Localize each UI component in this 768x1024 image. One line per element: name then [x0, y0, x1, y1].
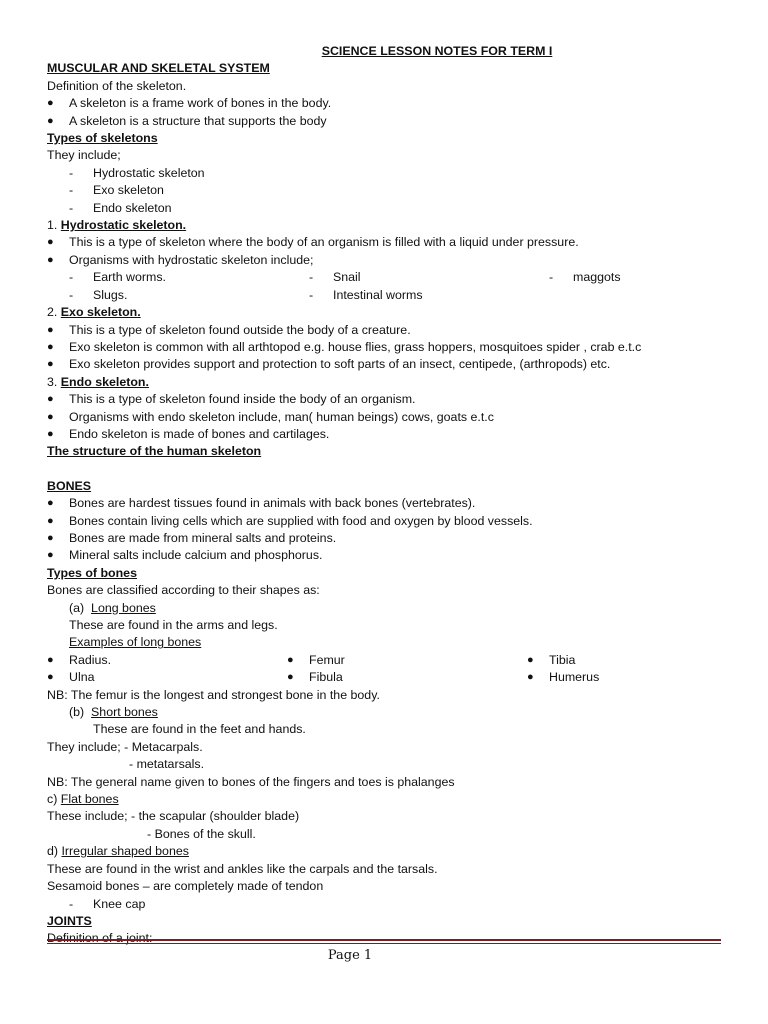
bullet-icon: ● [47, 323, 54, 336]
section-heading: 3. Endo skeleton. [47, 374, 149, 389]
bullet-icon: ● [527, 671, 534, 684]
dash-item: - Intestinal worms [309, 287, 549, 304]
subheading: (a) Long bones [69, 600, 156, 615]
spacer [47, 461, 727, 478]
paragraph: Bones are classified according to their shapes as: [47, 583, 320, 598]
bullet-item: ● Organisms with hydrostatic skeleton include; [47, 252, 727, 269]
footer-rule [47, 939, 721, 944]
bullet-icon: ● [47, 253, 54, 266]
note: NB: The general name given to bones of the fingers and toes is phalanges [47, 774, 455, 789]
bullet-icon: ● [47, 497, 54, 510]
dash-icon: - [69, 896, 74, 911]
bullet-icon: ● [527, 653, 534, 666]
bullet-item: ● Radius. [47, 652, 287, 669]
bullet-icon: ● [47, 97, 54, 110]
examples-row [47, 652, 727, 669]
bullet-item: ● Bones are made from mineral salts and proteins. [47, 530, 727, 547]
dash-item: - Hydrostatic skeleton [47, 165, 727, 182]
paragraph: These are found in the arms and legs. [69, 618, 278, 632]
subheading: c) Flat bones [47, 792, 119, 807]
paragraph: These are found in the wrist and ankles like the carpals and the tarsals. [47, 861, 438, 876]
bullet-icon: ● [47, 358, 54, 371]
bullet-item: ● Exo skeleton provides support and protection to soft parts of an insect, centipede, (arthropods) etc. [47, 356, 727, 373]
subheading: Examples of long bones [69, 635, 202, 650]
bullet-item: ● This is a type of skeleton where the body of an organism is filled with a liquid under pressure. [47, 234, 727, 251]
bullet-item: ● Organisms with endo skeleton include, man( human beings) cows, goats e.t.c [47, 409, 727, 426]
bullet-icon: ● [47, 236, 54, 249]
page-number: Page 1 [327, 948, 373, 963]
bullet-item: ● A skeleton is a structure that supports the body [47, 113, 727, 130]
bullet-icon: ● [287, 653, 294, 666]
section-heading: JOINTS [47, 913, 92, 928]
examples-row [47, 269, 727, 286]
bullet-item: ● Fibula [287, 669, 527, 686]
dash-item: - maggots [549, 269, 621, 286]
dash-icon: - [69, 287, 74, 302]
section-heading: The structure of the human skeleton [47, 444, 262, 459]
dash-item: - Endo skeleton [47, 200, 727, 217]
bullet-item: ● This is a type of skeleton found inside the body of an organism. [47, 391, 727, 408]
paragraph: Sesamoid bones – are completely made of tendon [47, 879, 324, 894]
dash-item: - Earth worms. [69, 269, 309, 286]
dash-icon: - [69, 165, 74, 180]
bullet-icon: ● [47, 410, 54, 423]
section-heading: 1. Hydrostatic skeleton. [47, 218, 187, 233]
paragraph: - metatarsals. [129, 757, 205, 772]
note: NB: The femur is the longest and strongest bone in the body. [47, 687, 380, 702]
bullet-item: ● Exo skeleton is common with all arthtopod e.g. house flies, grass hoppers, mosquitoes spider , crab e.t.c [47, 339, 727, 356]
bullet-item: ● Ulna [47, 669, 287, 686]
bullet-icon: ● [47, 340, 54, 353]
bullet-item: ● Tibia [527, 652, 575, 669]
subheading: (b) Short bones [69, 705, 158, 720]
section-heading: Types of bones [47, 565, 137, 580]
section-heading: BONES [47, 478, 92, 493]
section-heading: Types of skeletons [47, 131, 158, 146]
page-title: SCIENCE LESSON NOTES FOR TERM I [321, 44, 553, 58]
dash-icon: - [69, 183, 74, 198]
bullet-icon: ● [47, 549, 54, 562]
bullet-item: ● Femur [287, 652, 527, 669]
bullet-icon: ● [47, 114, 54, 127]
section-heading: MUSCULAR AND SKELETAL SYSTEM [47, 61, 270, 76]
paragraph: Definition of a joint: [47, 931, 153, 946]
subheading: d) Irregular shaped bones [47, 844, 189, 859]
paragraph: These include; - the scapular (shoulder blade) [47, 809, 300, 824]
bullet-item: ● Bones contain living cells which are supplied with food and oxygen by blood vessels. [47, 513, 727, 530]
paragraph: They include; - Metacarpals. [47, 739, 203, 754]
dash-icon: - [549, 270, 554, 285]
bullet-icon: ● [47, 531, 54, 544]
bullet-icon: ● [47, 393, 54, 406]
section-heading: 2. Exo skeleton. [47, 305, 141, 320]
bullet-icon: ● [47, 671, 54, 684]
dash-icon: - [309, 270, 314, 285]
paragraph: Definition of the skeleton. [47, 78, 187, 93]
examples-row [47, 287, 727, 304]
bullet-icon: ● [287, 671, 294, 684]
dash-icon: - [69, 200, 74, 215]
bullet-icon: ● [47, 427, 54, 440]
bullet-icon: ● [47, 514, 54, 527]
bullet-item: ● This is a type of skeleton found outside the body of a creature. [47, 322, 727, 339]
paragraph: - Bones of the skull. [147, 826, 256, 841]
bullet-item: ● A skeleton is a frame work of bones in the body. [47, 95, 727, 112]
bullet-item: ● Endo skeleton is made of bones and cartilages. [47, 426, 727, 443]
paragraph: They include; [47, 148, 121, 163]
paragraph: These are found in the feet and hands. [93, 722, 306, 737]
page-content [47, 43, 727, 948]
examples-row [47, 669, 727, 686]
dash-item: - Snail [309, 269, 549, 286]
dash-item: - Knee cap [47, 896, 727, 913]
dash-item: - Exo skeleton [47, 182, 727, 199]
bullet-item: ● Humerus [527, 669, 599, 686]
dash-icon: - [69, 270, 74, 285]
bullet-item: ● Bones are hardest tissues found in animals with back bones (vertebrates). [47, 495, 727, 512]
bullet-icon: ● [47, 653, 54, 666]
dash-icon: - [309, 287, 314, 302]
bullet-item: ● Mineral salts include calcium and phosphorus. [47, 547, 727, 564]
dash-item: - Slugs. [69, 287, 309, 304]
